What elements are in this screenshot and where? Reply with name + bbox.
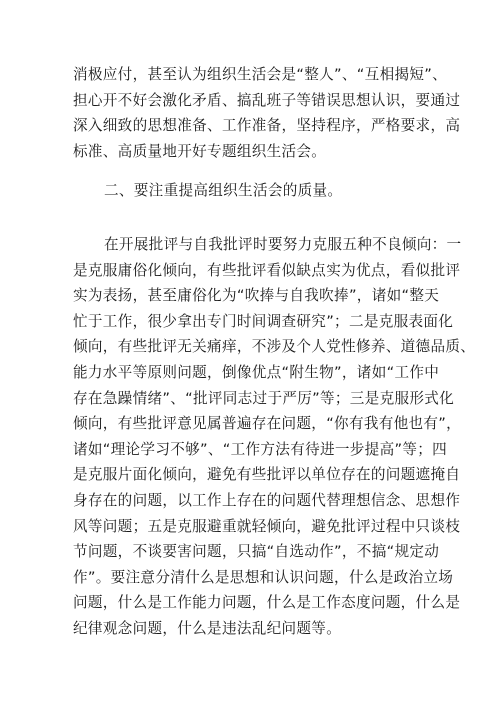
paragraph-line: 担心开不好会激化矛盾、搞乱班子等错误思想认识，要通过: [73, 91, 461, 109]
paragraph-line: 倾向，有些批评意见属普遍存在问题，“你有我有他也有”，: [73, 415, 462, 433]
paragraph-line: 是克服片面化倾向，避免有些批评以单位存在的问题遮掩自: [73, 466, 461, 484]
paragraph-line: 倾向，有些批评无关痛痒，不涉及个人党性修养、道德品质、: [73, 338, 476, 356]
paragraph-line: 在开展批评与自我批评时要努力克服五种不良倾向：一: [104, 236, 462, 253]
paragraph-line: 节问题，不谈要害问题，只搞“自选动作”，不搞“规定动: [73, 543, 440, 561]
paragraph-line: 风等问题；五是克服避重就轻倾向，避免批评过程中只谈枝: [73, 517, 461, 535]
paragraph-line: 身存在的问题，以工作上存在的问题代替理想信念、思想作: [73, 491, 461, 509]
paragraph-line: 标准、高质量地开好专题组织生活会。: [73, 142, 327, 160]
paragraph-line: 忙于工作，很少拿出专门时间调查研究”；二是克服表面化: [73, 312, 454, 330]
paragraph-1: [73, 62, 461, 164]
paragraph-line: 深入细致的思想准备、工作准备，坚持程序，严格要求，高: [73, 117, 461, 135]
paragraph-line: 作”。要注意分清什么是思想和认识问题，什么是政治立场: [73, 568, 454, 586]
paragraph-line: 是克服庸俗化倾向，有些批评看似缺点实为优点，看似批评: [73, 261, 461, 279]
paragraph-2: [73, 232, 476, 642]
paragraph-line: 纪律观念问题，什么是违法乱纪问题等。: [73, 619, 342, 637]
paragraph-line: 能力水平等原则问题，倒像优点“附生物”，诸如“工作中: [73, 363, 440, 381]
section-heading-container: [73, 178, 429, 204]
paragraph-line: 问题，什么是工作能力问题，什么是工作态度问题，什么是: [73, 594, 461, 612]
paragraph-line: 实为表扬，甚至庸俗化为“吹捧与自我吹捧”，诸如“整天: [73, 287, 440, 305]
section-heading: 二、要注重提高组织生活会的质量。: [104, 182, 343, 199]
paragraph-line: 诸如“理论学习不够”、“工作方法有待进一步提高”等；四: [73, 440, 448, 458]
paragraph-line: 消极应付，甚至认为组织生活会是“整人”、“互相揭短”、: [73, 66, 448, 83]
paragraph-line: 存在急躁情绪”、“批评同志过于严厉”等；三是克服形式化: [73, 389, 455, 407]
